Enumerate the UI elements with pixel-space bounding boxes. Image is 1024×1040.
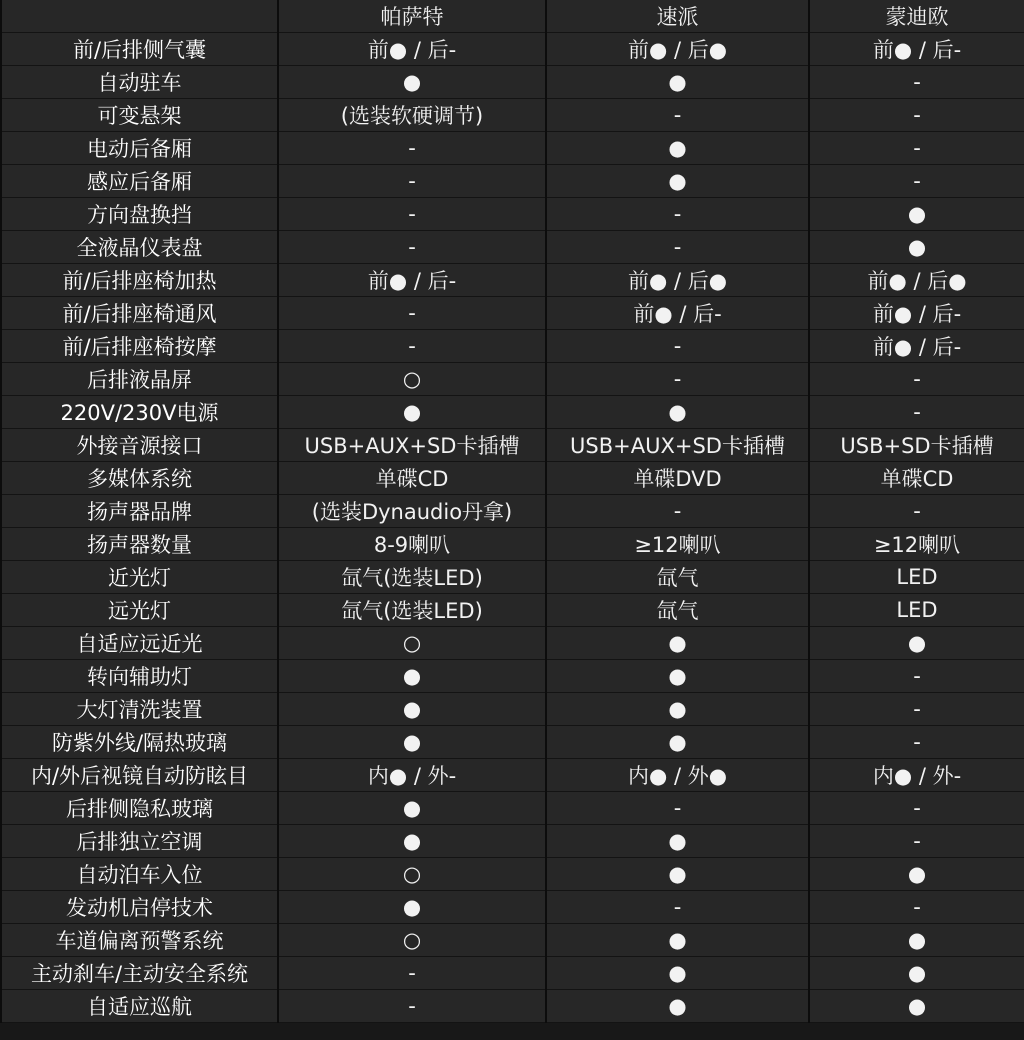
feature-label-cell: 全液晶仪表盘: [1, 231, 278, 264]
feature-label-cell: 后排侧隐私玻璃: [1, 792, 278, 825]
mondeo-value-cell: LED: [809, 594, 1024, 627]
superb-value-cell: ●: [546, 693, 809, 726]
table-body: [1, 33, 1024, 1023]
mondeo-value-cell: -: [809, 165, 1024, 198]
table-row: [1, 165, 1024, 198]
table-row: [1, 759, 1024, 792]
mondeo-value-cell: -: [809, 132, 1024, 165]
table-row: [1, 528, 1024, 561]
table-row: [1, 660, 1024, 693]
feature-label-cell: 扬声器品牌: [1, 495, 278, 528]
passat-value-cell: -: [278, 990, 546, 1023]
passat-value-cell: ●: [278, 825, 546, 858]
superb-value-cell: -: [546, 198, 809, 231]
passat-value-cell: USB+AUX+SD卡插槽: [278, 429, 546, 462]
feature-label-cell: 电动后备厢: [1, 132, 278, 165]
table-row: [1, 495, 1024, 528]
passat-value-cell: ●: [278, 396, 546, 429]
passat-value-cell: 单碟CD: [278, 462, 546, 495]
feature-label-cell: 外接音源接口: [1, 429, 278, 462]
superb-value-cell: ●: [546, 726, 809, 759]
feature-label-cell: 自适应巡航: [1, 990, 278, 1023]
mondeo-value-cell: USB+SD卡插槽: [809, 429, 1024, 462]
superb-value-cell: -: [546, 231, 809, 264]
feature-label-cell: 自动驻车: [1, 66, 278, 99]
passat-value-cell: -: [278, 957, 546, 990]
feature-label-cell: 扬声器数量: [1, 528, 278, 561]
superb-value-cell: 内● / 外●: [546, 759, 809, 792]
mondeo-value-cell: -: [809, 693, 1024, 726]
feature-label-cell: 内/外后视镜自动防眩目: [1, 759, 278, 792]
mondeo-value-cell: -: [809, 891, 1024, 924]
superb-value-cell: 氙气: [546, 561, 809, 594]
superb-value-cell: USB+AUX+SD卡插槽: [546, 429, 809, 462]
superb-value-cell: ●: [546, 627, 809, 660]
table-row: [1, 363, 1024, 396]
feature-label-cell: 方向盘换挡: [1, 198, 278, 231]
table-row: [1, 891, 1024, 924]
passat-value-cell: (选装软硬调节): [278, 99, 546, 132]
table-row: [1, 627, 1024, 660]
feature-label-cell: 发动机启停技术: [1, 891, 278, 924]
passat-value-cell: -: [278, 165, 546, 198]
feature-label-cell: 后排液晶屏: [1, 363, 278, 396]
table-row: [1, 33, 1024, 66]
table-row: [1, 297, 1024, 330]
superb-value-cell: 单碟DVD: [546, 462, 809, 495]
table-row: [1, 99, 1024, 132]
superb-value-cell: ●: [546, 924, 809, 957]
mondeo-value-cell: ●: [809, 231, 1024, 264]
passat-value-cell: ●: [278, 693, 546, 726]
mondeo-value-cell: 前● / 后-: [809, 33, 1024, 66]
feature-label-cell: 近光灯: [1, 561, 278, 594]
superb-value-cell: -: [546, 363, 809, 396]
table-row: [1, 990, 1024, 1023]
mondeo-value-cell: -: [809, 66, 1024, 99]
mondeo-value-cell: LED: [809, 561, 1024, 594]
mondeo-value-cell: ●: [809, 924, 1024, 957]
superb-value-cell: ●: [546, 396, 809, 429]
table-row: [1, 858, 1024, 891]
feature-label-cell: 主动刹车/主动安全系统: [1, 957, 278, 990]
passat-value-cell: (选装Dynaudio丹拿): [278, 495, 546, 528]
superb-value-cell: ●: [546, 165, 809, 198]
table-row: [1, 429, 1024, 462]
superb-value-cell: ●: [546, 858, 809, 891]
feature-label-cell: 感应后备厢: [1, 165, 278, 198]
superb-value-cell: -: [546, 495, 809, 528]
feature-label-cell: 车道偏离预警系统: [1, 924, 278, 957]
passat-value-cell: ●: [278, 66, 546, 99]
superb-value-cell: -: [546, 891, 809, 924]
mondeo-value-cell: ●: [809, 627, 1024, 660]
feature-label-cell: 多媒体系统: [1, 462, 278, 495]
mondeo-value-cell: -: [809, 396, 1024, 429]
superb-value-cell: -: [546, 99, 809, 132]
superb-value-cell: ●: [546, 825, 809, 858]
table-row: [1, 792, 1024, 825]
feature-label-cell: 前/后排座椅通风: [1, 297, 278, 330]
passat-value-cell: ●: [278, 891, 546, 924]
passat-value-cell: ○: [278, 627, 546, 660]
superb-value-cell: 前● / 后●: [546, 264, 809, 297]
passat-value-cell: -: [278, 231, 546, 264]
table-row: [1, 66, 1024, 99]
feature-label-cell: 前/后排侧气囊: [1, 33, 278, 66]
feature-label-cell: 自动泊车入位: [1, 858, 278, 891]
passat-value-cell: ○: [278, 363, 546, 396]
table-row: [1, 825, 1024, 858]
passat-value-cell: -: [278, 330, 546, 363]
feature-label-cell: 后排独立空调: [1, 825, 278, 858]
feature-label-cell: 转向辅助灯: [1, 660, 278, 693]
superb-value-cell: ●: [546, 957, 809, 990]
mondeo-value-cell: ●: [809, 198, 1024, 231]
superb-value-cell: ●: [546, 66, 809, 99]
feature-label-cell: 防紫外线/隔热玻璃: [1, 726, 278, 759]
superb-value-cell: 前● / 后●: [546, 33, 809, 66]
feature-label-cell: 前/后排座椅加热: [1, 264, 278, 297]
passat-value-cell: 前● / 后-: [278, 33, 546, 66]
table-row: [1, 132, 1024, 165]
mondeo-value-cell: 前● / 后-: [809, 330, 1024, 363]
table-row: [1, 264, 1024, 297]
table-row: [1, 462, 1024, 495]
superb-value-cell: -: [546, 330, 809, 363]
mondeo-value-cell: ●: [809, 957, 1024, 990]
mondeo-value-cell: -: [809, 99, 1024, 132]
passat-value-cell: 内● / 外-: [278, 759, 546, 792]
mondeo-value-cell: ●: [809, 990, 1024, 1023]
passat-value-cell: -: [278, 297, 546, 330]
table-row: [1, 594, 1024, 627]
superb-value-cell: ●: [546, 132, 809, 165]
table-row: [1, 561, 1024, 594]
table-row: [1, 693, 1024, 726]
passat-value-cell: 氙气(选装LED): [278, 594, 546, 627]
table-row: [1, 957, 1024, 990]
feature-label-cell: 远光灯: [1, 594, 278, 627]
table-row: [1, 231, 1024, 264]
feature-label-cell: 可变悬架: [1, 99, 278, 132]
mondeo-value-cell: 内● / 外-: [809, 759, 1024, 792]
mondeo-value-cell: 单碟CD: [809, 462, 1024, 495]
header-row: [1, 0, 1024, 33]
table-row: [1, 726, 1024, 759]
table-row: [1, 198, 1024, 231]
header-corner-cell: [1, 0, 278, 33]
passat-value-cell: ○: [278, 924, 546, 957]
feature-label-cell: 前/后排座椅按摩: [1, 330, 278, 363]
table-row: [1, 924, 1024, 957]
superb-value-cell: ●: [546, 990, 809, 1023]
passat-value-cell: ●: [278, 726, 546, 759]
mondeo-value-cell: -: [809, 792, 1024, 825]
mondeo-value-cell: -: [809, 660, 1024, 693]
superb-value-cell: 氙气: [546, 594, 809, 627]
mondeo-value-cell: -: [809, 825, 1024, 858]
table-row: [1, 330, 1024, 363]
passat-value-cell: -: [278, 198, 546, 231]
passat-value-cell: -: [278, 132, 546, 165]
mondeo-value-cell: -: [809, 363, 1024, 396]
passat-value-cell: 氙气(选装LED): [278, 561, 546, 594]
mondeo-value-cell: ≥12喇叭: [809, 528, 1024, 561]
column-header-mondeo: 蒙迪欧: [809, 0, 1024, 33]
passat-value-cell: ●: [278, 660, 546, 693]
passat-value-cell: 8-9喇叭: [278, 528, 546, 561]
superb-value-cell: ●: [546, 660, 809, 693]
superb-value-cell: ≥12喇叭: [546, 528, 809, 561]
mondeo-value-cell: ●: [809, 858, 1024, 891]
mondeo-value-cell: 前● / 后●: [809, 264, 1024, 297]
mondeo-value-cell: 前● / 后-: [809, 297, 1024, 330]
passat-value-cell: ○: [278, 858, 546, 891]
column-header-superb: 速派: [546, 0, 809, 33]
passat-value-cell: 前● / 后-: [278, 264, 546, 297]
table-row: [1, 396, 1024, 429]
feature-label-cell: 大灯清洗装置: [1, 693, 278, 726]
passat-value-cell: ●: [278, 792, 546, 825]
mondeo-value-cell: -: [809, 495, 1024, 528]
column-header-passat: 帕萨特: [278, 0, 546, 33]
table-header: [1, 0, 1024, 33]
feature-label-cell: 自适应远近光: [1, 627, 278, 660]
superb-value-cell: -: [546, 792, 809, 825]
mondeo-value-cell: -: [809, 726, 1024, 759]
feature-label-cell: 220V/230V电源: [1, 396, 278, 429]
superb-value-cell: 前● / 后-: [546, 297, 809, 330]
